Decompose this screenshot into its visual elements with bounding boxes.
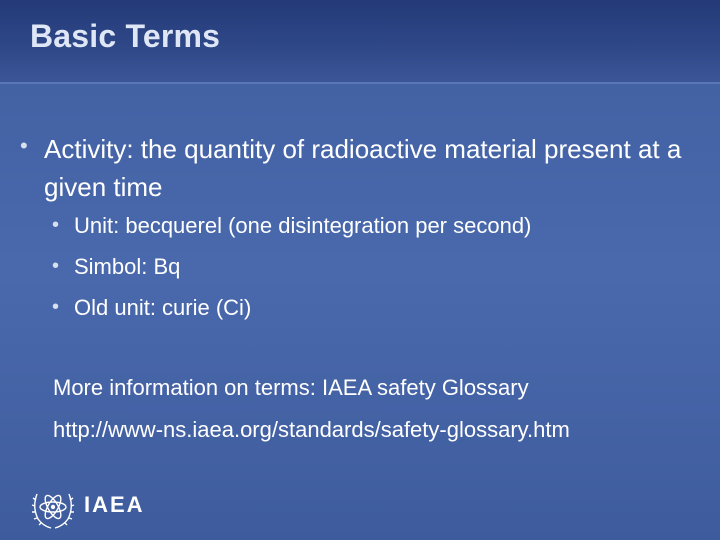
main-bullet-text: Activity: the quantity of radioactive material present at a given time xyxy=(44,134,682,202)
bullet-dot-icon: • xyxy=(52,214,60,236)
glossary-link[interactable]: http://www-ns.iaea.org/standards/safety-glossary.htm xyxy=(53,417,570,442)
more-info-text: More information on terms: IAEA safety Glossary xyxy=(53,375,529,400)
sub-bullet-text: Unit: becquerel (one disintegration per second) xyxy=(74,213,532,238)
sub-bullet xyxy=(52,254,712,284)
sub-bullet-text: Old unit: curie (Ci) xyxy=(74,295,252,320)
slide-title: Basic Terms xyxy=(30,18,221,54)
sub-bullet-text: Simbol: Bq xyxy=(74,254,181,279)
bullet-dot-icon: • xyxy=(20,133,28,158)
sub-bullet xyxy=(52,295,712,325)
bullet-dot-icon: • xyxy=(52,296,60,318)
sub-bullet xyxy=(52,213,712,243)
iaea-emblem-icon xyxy=(28,482,78,532)
logo-text: IAEA xyxy=(84,492,145,517)
iaea-logo xyxy=(28,482,168,532)
bullet-dot-icon: • xyxy=(52,255,60,277)
